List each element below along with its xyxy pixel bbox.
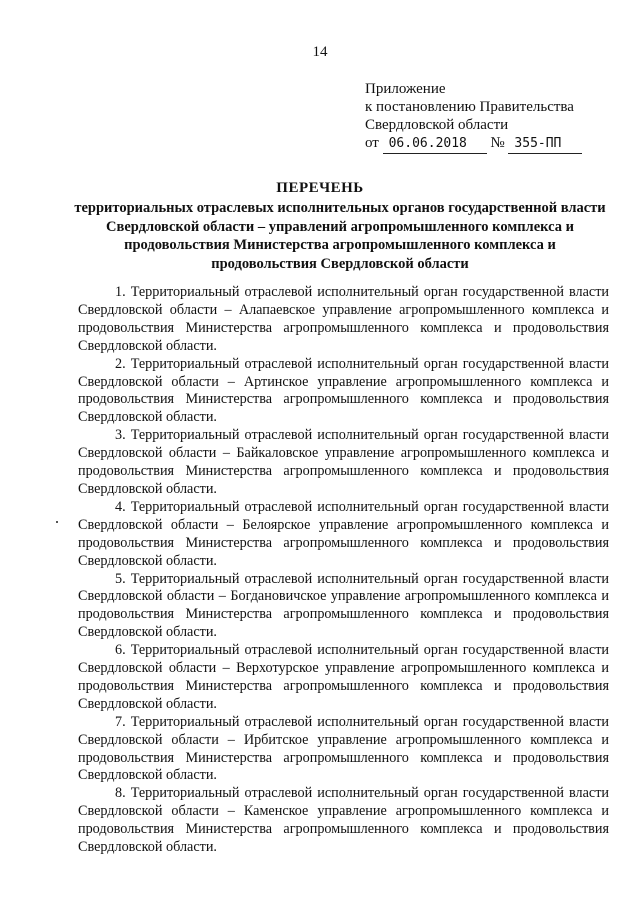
margin-dot — [56, 521, 58, 523]
list-item: 1. Территориальный отраслевой исполнительный орган государственной власти Свердловской области – Алапаевское управление агропромышленного комплекса и продовольствия Министерства агропромышленного комплекса и продовольствия Свердловской области. — [78, 284, 609, 354]
date-prefix: от — [365, 135, 379, 151]
resolution-date: 06.06.2018 — [383, 135, 487, 154]
appendix-date-line — [365, 134, 615, 154]
appendix-block — [365, 80, 615, 154]
appendix-line-2: к постановлению Правительства — [365, 99, 574, 115]
items-list — [78, 284, 609, 857]
list-item: 2. Территориальный отраслевой исполнительный орган государственной власти Свердловской области – Артинское управление агропромышленного комплекса и продовольствия Министерства агропромышленного комплекса и продовольствия Свердловской области. — [78, 355, 609, 426]
page-number: 14 — [312, 44, 328, 60]
list-item: 6. Территориальный отраслевой исполнительный орган государственной власти Свердловской области – Верхотурское управление агропромышленного комплекса и продовольствия Министерства агропромышленного комплекса и продовольствия Свердловской области. — [78, 642, 609, 712]
list-item: 5. Территориальный отраслевой исполнительный орган государственной власти Свердловской области – Богдановичское управление агропромышленного комплекса и продовольствия Министерства агропромышленного комплекса и продовольствия Свердловской области. — [78, 570, 609, 641]
number-sign: № — [490, 135, 505, 151]
list-item: 3. Территориальный отраслевой исполнительный орган государственной власти Свердловской области – Байкаловское управление агропромышленного комплекса и продовольствия Министерства агропромышленного комплекса и продовольствия Свердловской области. — [78, 427, 609, 497]
list-item: 4. Территориальный отраслевой исполнительный орган государственной власти Свердловской области – Белоярское управление агропромышленного комплекса и продовольствия Министерства агропромышленного комплекса и продовольствия Свердловской области. — [78, 498, 609, 569]
resolution-number: 355-ПП — [508, 135, 582, 154]
document-title: ПЕРЕЧЕНЬ — [276, 180, 364, 196]
document-subtitle: территориальных отраслевых исполнительных органов государственной власти Свердловской области – управлений агропромышленного комплекса и продовольствия Министерства агропромышленного комплекса и продовольствия Свердловской области — [74, 200, 606, 272]
appendix-line-3: Свердловской области — [365, 117, 509, 133]
list-item: 8. Территориальный отраслевой исполнительный орган государственной власти Свердловской области – Каменское управление агропромышленного комплекса и продовольствия Министерства агропромышленного комплекса и продовольствия Свердловской области. — [78, 785, 609, 856]
appendix-line-1: Приложение — [365, 81, 446, 97]
list-item: 7. Территориальный отраслевой исполнительный орган государственной власти Свердловской области – Ирбитское управление агропромышленного комплекса и продовольствия Министерства агропромышленного комплекса и продовольствия Свердловской области. — [78, 713, 609, 784]
